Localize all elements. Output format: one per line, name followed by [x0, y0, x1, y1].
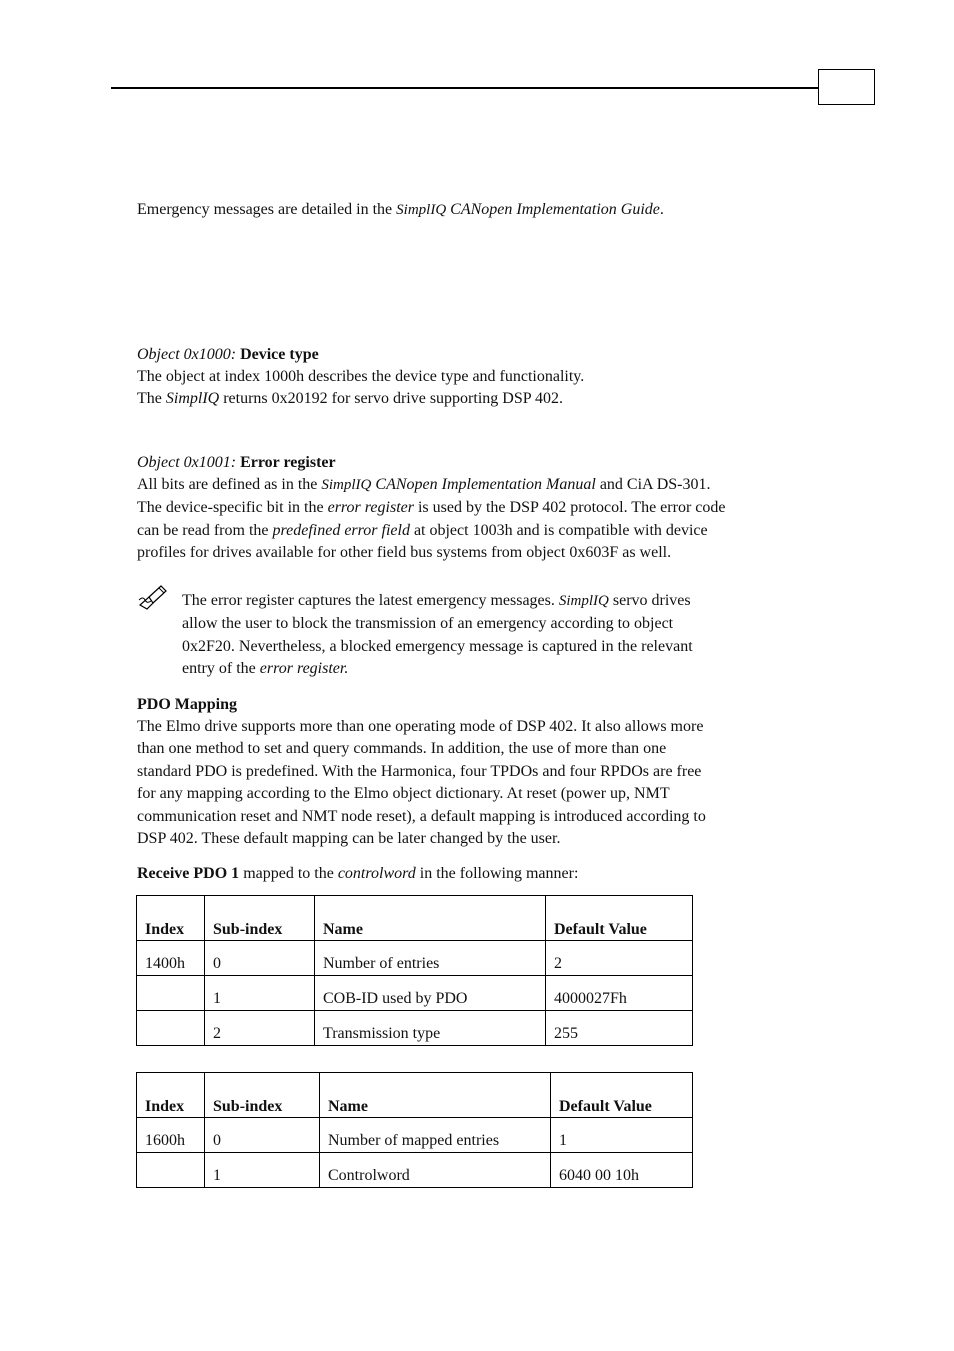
pdo-line: DSP 402. These default mapping can be later changed by the user.: [137, 830, 561, 847]
pdo-line: standard PDO is predefined. With the Harmonica, four TPDOs and four RPDOs are free: [137, 763, 702, 780]
table-header-cell: Index: [137, 896, 205, 941]
note-line: allow the user to block the transmission of an emergency according to object: [182, 615, 674, 632]
pdo-line: for any mapping according to the Elmo object dictionary. At reset (power up, NMT: [137, 785, 670, 802]
table-cell: 255: [546, 1011, 693, 1046]
table-cell: COB-ID used by PDO: [315, 976, 546, 1011]
table-cell: [137, 1011, 205, 1046]
table-cell: 1: [205, 976, 315, 1011]
object-1001-line: The device-specific bit in the error register is used by the DSP 402 protocol. The error code: [137, 499, 726, 516]
pencil-note-icon: [137, 583, 169, 611]
object-1001-line: can be read from the predefined error field at object 1003h and is compatible with device: [137, 522, 708, 539]
note-line: 0x2F20. Nevertheless, a blocked emergency message is captured in the relevant: [182, 638, 693, 655]
table-cell: 1600h: [137, 1118, 205, 1153]
table-cell: 4000027Fh: [546, 976, 693, 1011]
object-1001-line: profiles for drives available for other field bus systems from object 0x603F as well.: [137, 544, 672, 561]
table-cell: [137, 976, 205, 1011]
table-cell: Number of mapped entries: [320, 1118, 551, 1153]
table-cell: 0: [205, 1118, 320, 1153]
table-header-cell: Name: [320, 1073, 551, 1118]
table-cell: 0: [205, 941, 315, 976]
table-cell: Number of entries: [315, 941, 546, 976]
table-cell: Controlword: [320, 1153, 551, 1188]
table-header-cell: Sub-index: [205, 896, 315, 941]
table-header-cell: Sub-index: [205, 1073, 320, 1118]
table-row: [137, 1153, 693, 1188]
note-line: The error register captures the latest emergency messages. SimplIQ servo drives: [182, 592, 691, 609]
table-header-cell: Default Value: [546, 896, 693, 941]
table-cell: Transmission type: [315, 1011, 546, 1046]
header-rule: [111, 87, 819, 89]
object-1000-line: The object at index 1000h describes the device type and functionality.: [137, 368, 585, 385]
rpdo-parameter-table: [136, 895, 693, 1046]
page-number-box: [818, 69, 875, 105]
table-cell: 1: [551, 1118, 693, 1153]
table-cell: [137, 1153, 205, 1188]
pdo-line: communication reset and NMT node reset), a default mapping is introduced according to: [137, 808, 706, 825]
table-cell: 2: [546, 941, 693, 976]
pdo-line: than one method to set and query commands. In addition, the use of more than one: [137, 740, 667, 757]
table-row: [137, 1118, 693, 1153]
rpdo-mapping-table: [136, 1072, 693, 1188]
table-row: [137, 1011, 693, 1046]
object-1000-heading: Object 0x1000: Device type: [137, 346, 319, 363]
table-cell: 1: [205, 1153, 320, 1188]
table-header-cell: Name: [315, 896, 546, 941]
table-header-cell: Index: [137, 1073, 205, 1118]
table-row: [137, 941, 693, 976]
table-header-row: [137, 1073, 693, 1118]
note-line: entry of the error register.: [182, 660, 349, 677]
table-cell: 1400h: [137, 941, 205, 976]
table-cell: 2: [205, 1011, 315, 1046]
intro-paragraph: Emergency messages are detailed in the SimplIQ CANopen Implementation Guide.: [137, 201, 664, 218]
table-row: [137, 976, 693, 1011]
object-1000-line: The SimplIQ returns 0x20192 for servo drive supporting DSP 402.: [137, 390, 564, 407]
object-1001-heading: Object 0x1001: Error register: [137, 454, 336, 471]
table-cell: 6040 00 10h: [551, 1153, 693, 1188]
object-1001-line: All bits are defined as in the SimplIQ CANopen Implementation Manual and CiA DS-301.: [137, 476, 711, 493]
table-header-cell: Default Value: [551, 1073, 693, 1118]
table-header-row: [137, 896, 693, 941]
receive-pdo-caption: Receive PDO 1 mapped to the controlword in the following manner:: [137, 865, 579, 882]
pdo-mapping-heading: PDO Mapping: [137, 696, 238, 713]
pdo-line: The Elmo drive supports more than one operating mode of DSP 402. It also allows more: [137, 718, 704, 735]
